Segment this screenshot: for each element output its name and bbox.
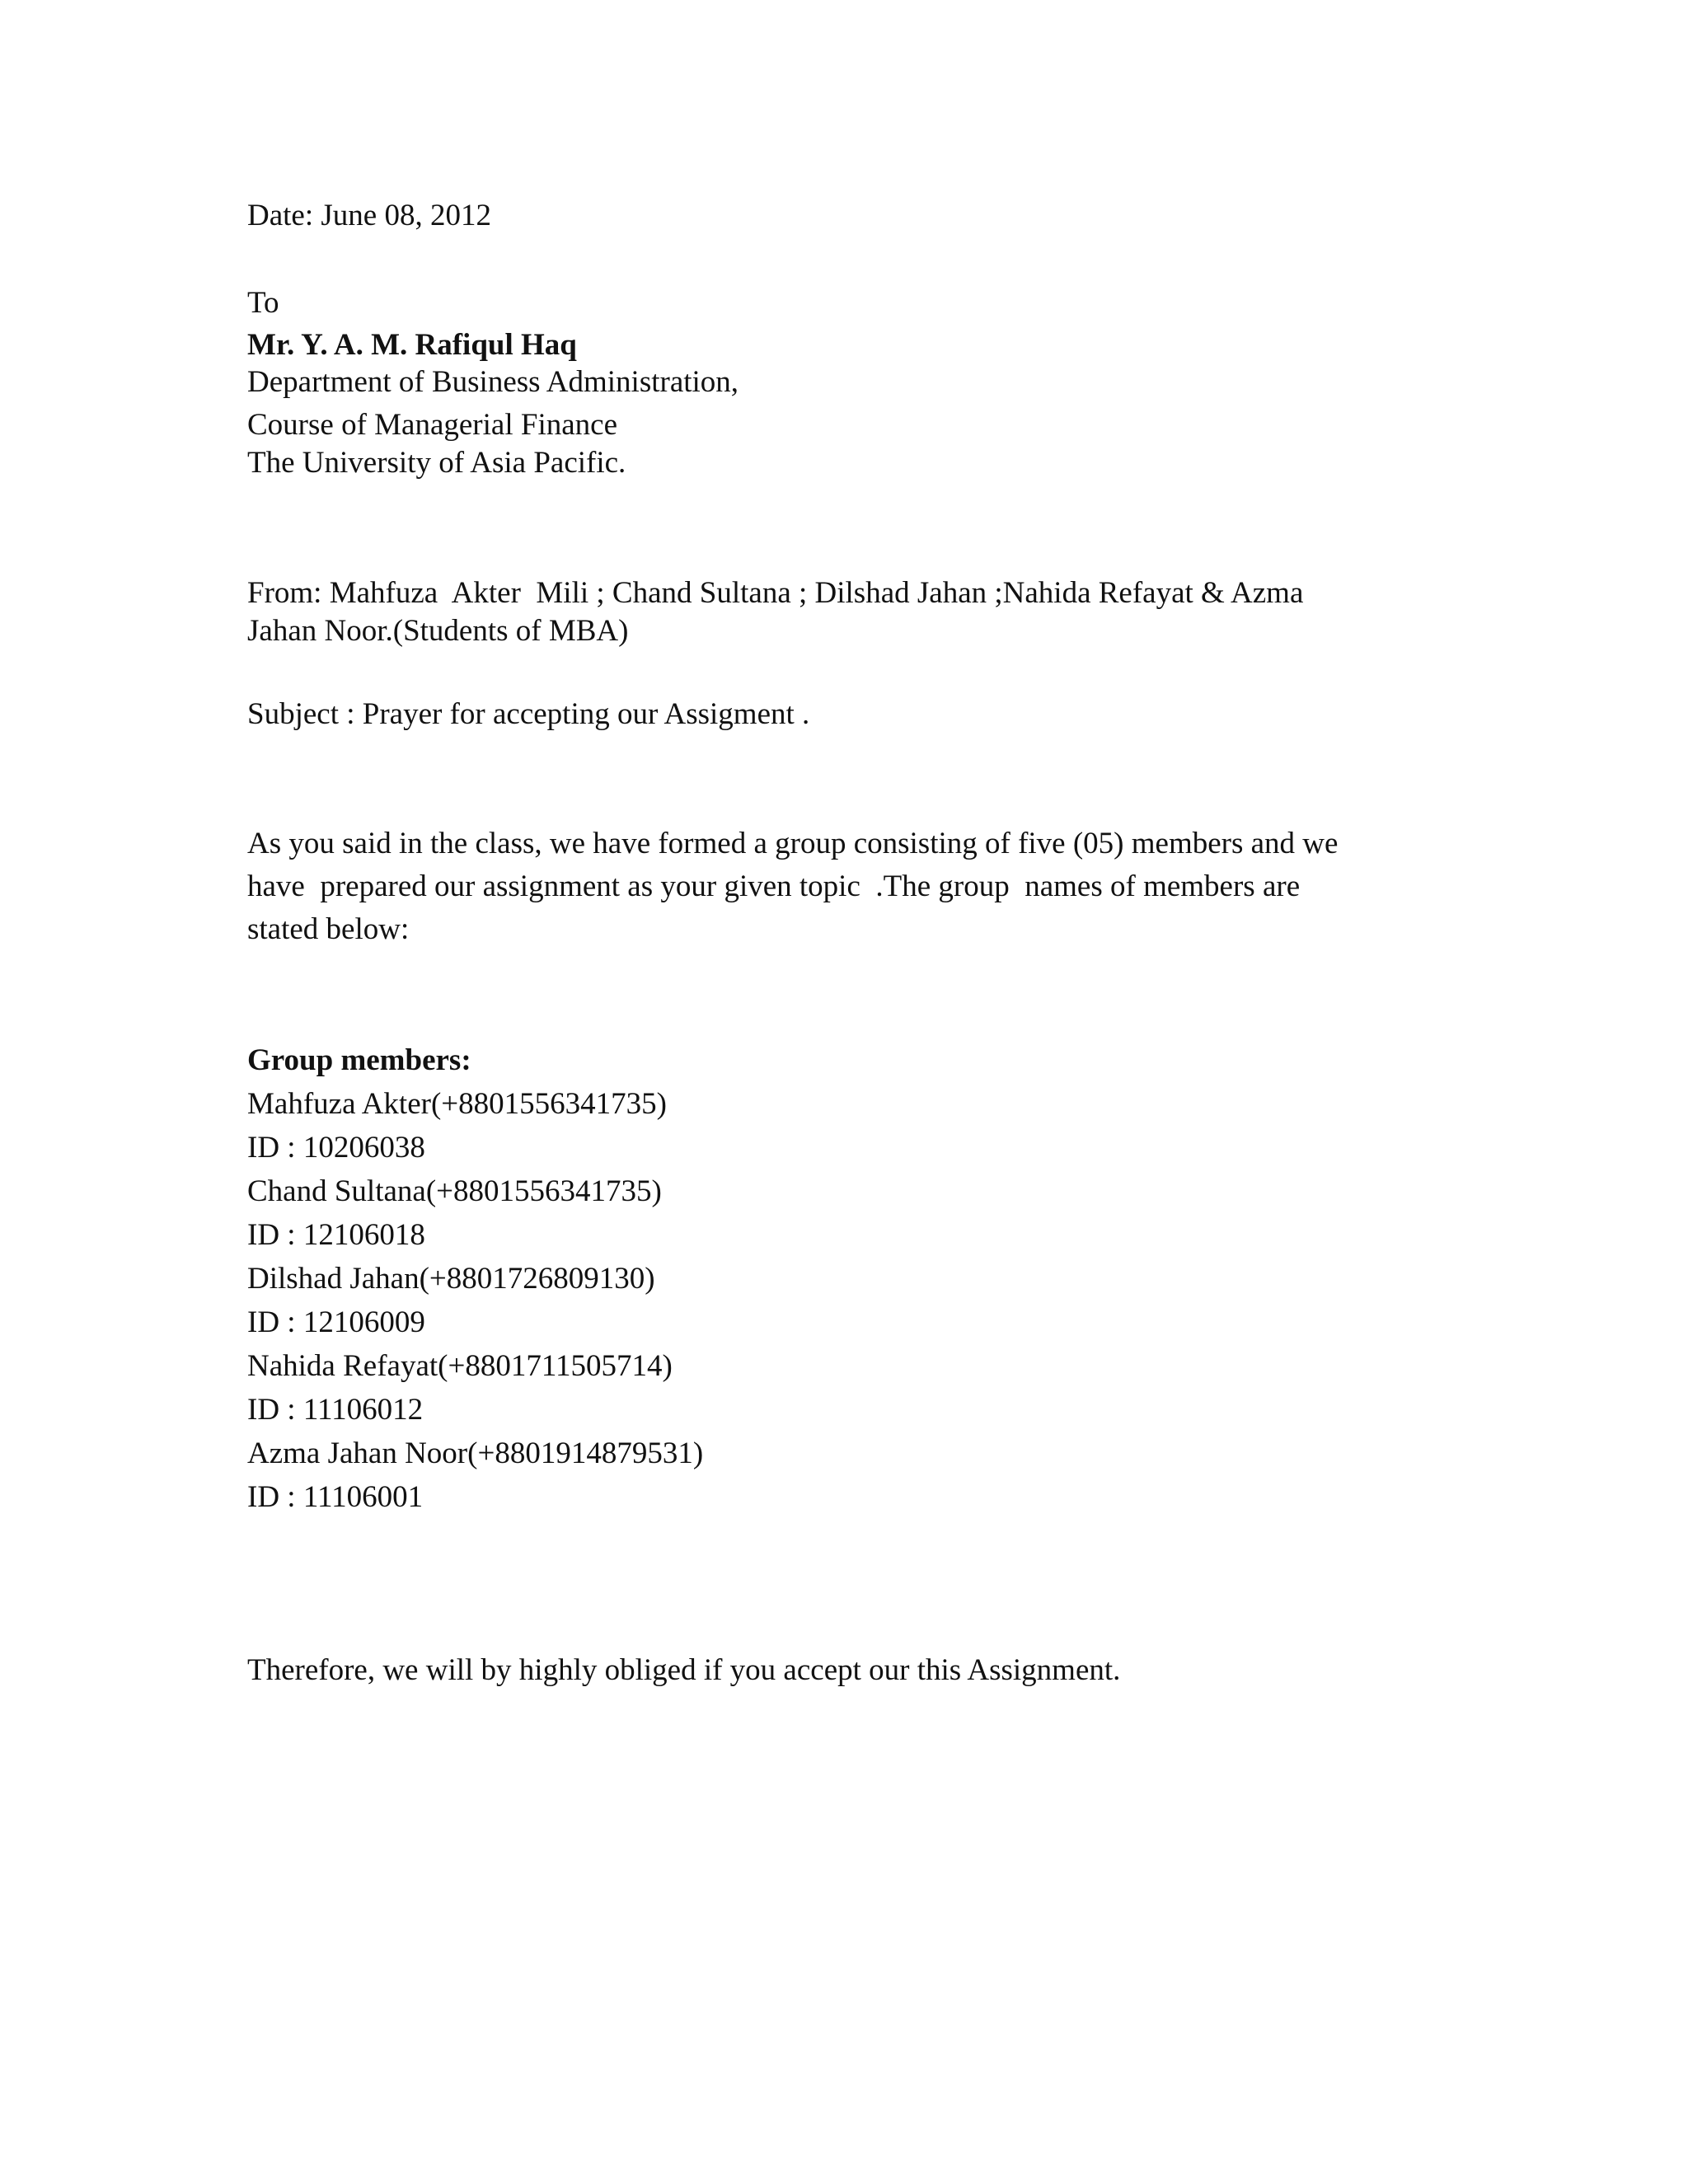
member-id: ID : 11106012 bbox=[247, 1393, 424, 1427]
member-id: ID : 10206038 bbox=[247, 1131, 425, 1165]
from-line-1: From: Mahfuza Akter Mili ; Chand Sultana ; Dilshad Jahan ;Nahida Refayat & Azma bbox=[247, 576, 1304, 610]
member-name: Chand Sultana(+8801556341735) bbox=[247, 1174, 662, 1208]
from-line-2: Jahan Noor.(Students of MBA) bbox=[247, 614, 629, 648]
member-name: Mahfuza Akter(+8801556341735) bbox=[247, 1087, 667, 1121]
member-id: ID : 12106018 bbox=[247, 1218, 425, 1252]
group-members-heading: Group members: bbox=[247, 1043, 471, 1077]
body-line-3: stated below: bbox=[247, 912, 410, 946]
recipient-name: Mr. Y. A. M. Rafiqul Haq bbox=[247, 328, 577, 362]
member-id: ID : 12106009 bbox=[247, 1305, 425, 1339]
member-name: Azma Jahan Noor(+8801914879531) bbox=[247, 1436, 704, 1470]
recipient-department: Department of Business Administration, bbox=[247, 365, 739, 399]
subject-line: Subject : Prayer for accepting our Assigment . bbox=[247, 697, 810, 731]
to-label: To bbox=[247, 286, 279, 320]
recipient-university: The University of Asia Pacific. bbox=[247, 446, 626, 480]
member-name: Nahida Refayat(+8801711505714) bbox=[247, 1349, 673, 1383]
recipient-course: Course of Managerial Finance bbox=[247, 408, 617, 442]
body-line-2: have prepared our assignment as your given topic .The group names of members are bbox=[247, 869, 1301, 903]
closing-line: Therefore, we will by highly obliged if you accept our this Assignment. bbox=[247, 1653, 1121, 1687]
member-id: ID : 11106001 bbox=[247, 1480, 424, 1514]
body-line-1: As you said in the class, we have formed a group consisting of five (05) members and we bbox=[247, 827, 1339, 860]
letter-date: Date: June 08, 2012 bbox=[247, 199, 491, 232]
member-name: Dilshad Jahan(+8801726809130) bbox=[247, 1262, 655, 1296]
